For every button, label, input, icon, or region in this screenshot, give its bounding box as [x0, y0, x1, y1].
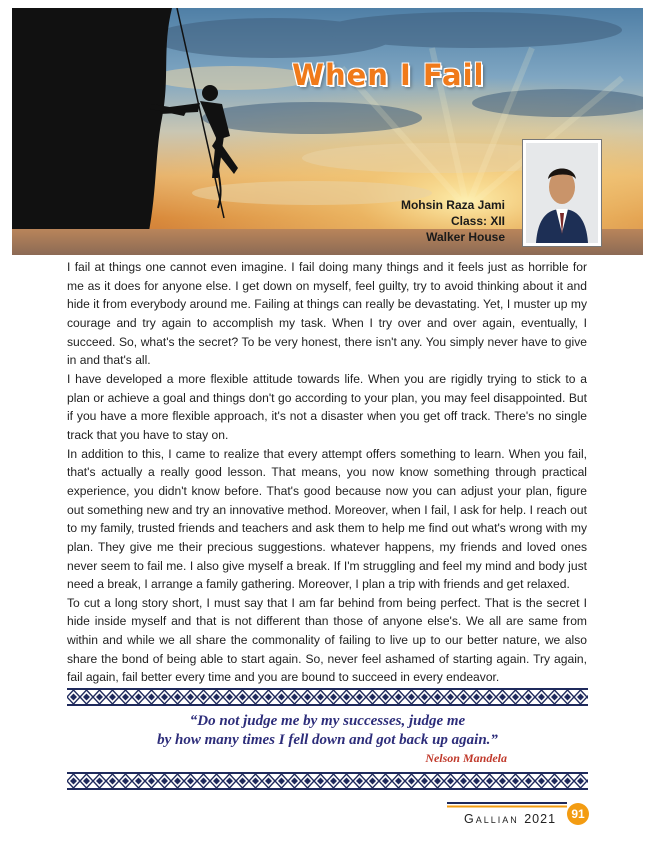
paragraph-2: I have developed a more flexible attitude towards life. When you are rigidly trying to stick to a plan or achieve a goal and things don't go according to your plan, you may feel disappointed. But if you have a more flexible approach, it's not a disaster when you get off track. There's no single track that you have to stay on.: [67, 371, 587, 442]
magazine-name: Gallian: [464, 812, 519, 826]
footer-stripes: [447, 802, 567, 808]
cliff-silhouette: [12, 8, 172, 255]
ornament-border-top: [67, 688, 588, 706]
paragraph-4: To cut a long story short, I must say that I am far behind from being perfect. That is the secret I hide inside myself and that is not different than those of anyone else's. We all are same from within and while we all share the commonality of failing to live up to our better nature, we also share the bond of being able to start again. So, never feel ashamed of starting again. Try again, fail again, fail better every time and you are bound to succeed in every endeavor.: [67, 595, 587, 685]
author-name: Mohsin Raza Jami: [400, 198, 505, 212]
author-block: [401, 197, 505, 245]
author-house: Walker House: [426, 230, 505, 244]
author-photo: [522, 139, 602, 247]
ornament-border-bottom: [67, 772, 588, 790]
footer-brand: [464, 812, 556, 826]
author-class: Class: XII: [450, 214, 505, 228]
article-title: When I Fail: [292, 58, 485, 92]
page-number-badge: 91: [567, 803, 589, 825]
quote-line-1: “Do not judge me by my successes, judge me: [189, 713, 466, 729]
quote-author: Nelson Mandela: [425, 751, 507, 765]
paragraph-3: In addition to this, I came to realize that every attempt offers something to learn. When you fail, that's actually a really good lesson. That means, you now know something through practical experience, you didn't know before. That's good because now you can adjust your plan, figure out something new and try an innovative method. Moreover, when I fail, I ask for help. I reach out to my family, trusted friends and teachers and ask them to help me find out what's wrong with my plan. They give me their precious suggestions. whatever happens, my friends and loved ones never seem to fail me. I also give myself a break. If I'm struggling and feel my mind and body just need a break, I arrange a family gathering. Moreover, I plan a trip with friends and get relaxed.: [67, 446, 587, 592]
header-banner: [12, 8, 643, 255]
quote-line-2: by how many times I fell down and got back up again.”: [157, 732, 498, 748]
quote-text: [67, 712, 588, 750]
article-body: [67, 258, 587, 687]
magazine-year: 2021: [524, 812, 557, 826]
paragraph-1: I fail at things one cannot even imagine. I fail doing many things and it feels just as horrible for me as it does for anyone else. I get down on myself, feel guilty, try to avoid thinking about it and hide it from everybody around me. Failing at things can really be devastating. Yet, I muster up my courage and try again to accomplish my task. When I try over and over again, eventually, I succeed. So, what's the secret? To be very honest, there isn't any. You simply never have to give in and that's all.: [67, 260, 587, 368]
